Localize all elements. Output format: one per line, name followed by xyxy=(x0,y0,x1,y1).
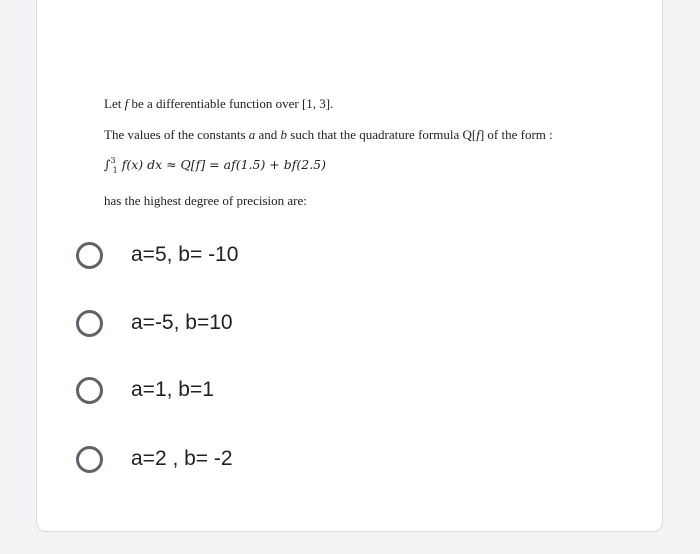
option-label: a=2 , b= -2 xyxy=(131,447,233,470)
function-symbol: f xyxy=(124,96,129,111)
question-line-1 xyxy=(104,96,333,112)
formula-body: f(x) dx ≈ Q[f] = af(1.5) + bf(2.5) xyxy=(121,157,327,172)
option-2[interactable] xyxy=(76,303,616,343)
text: such that the quadrature formula Q[ xyxy=(287,127,477,142)
lower-limit: 1 xyxy=(112,166,118,175)
option-label: a=1, b=1 xyxy=(131,378,214,401)
radio-button[interactable] xyxy=(76,446,103,473)
function-symbol: f xyxy=(476,127,480,142)
option-3[interactable] xyxy=(76,370,616,410)
text: and xyxy=(255,127,281,142)
question-line-4: has the highest degree of precision are: xyxy=(104,193,307,208)
quadrature-formula xyxy=(104,156,327,175)
text: The values of the constants xyxy=(104,127,249,142)
option-label: a=-5, b=10 xyxy=(131,311,233,334)
option-4[interactable] xyxy=(76,439,616,479)
radio-button[interactable] xyxy=(76,242,103,269)
text: be a differentiable function over [1, 3]. xyxy=(128,96,334,111)
text: Let xyxy=(104,96,125,111)
radio-button[interactable] xyxy=(76,310,103,337)
radio-button[interactable] xyxy=(76,377,103,404)
integral-sign: ∫ xyxy=(104,157,111,172)
option-label: a=5, b= -10 xyxy=(131,243,239,266)
question-line-2 xyxy=(104,127,553,143)
constant-b: b xyxy=(280,127,288,142)
constant-a: a xyxy=(248,127,256,142)
option-1[interactable] xyxy=(76,235,616,275)
upper-limit: 3 xyxy=(110,156,116,165)
text: ] of the form : xyxy=(479,127,553,142)
